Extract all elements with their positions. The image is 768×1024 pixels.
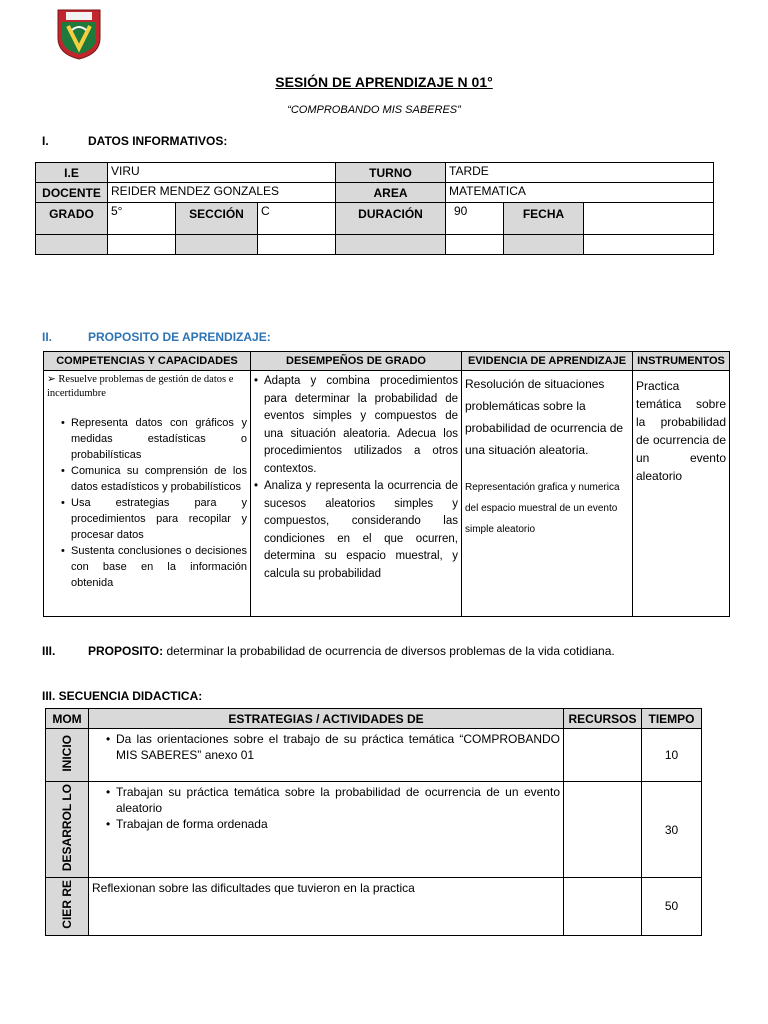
evidencia-cell: [462, 371, 633, 617]
mom-label: DESARROL LO: [60, 784, 74, 872]
label-docente: DOCENTE: [36, 183, 108, 203]
list-item: • Trabajan de forma ordenada: [106, 816, 560, 832]
value-ie: VIRU: [108, 163, 336, 183]
list-item: • Analiza y representa la ocurrencia de sucesos aleatorios simples y compuestos, considerando las condiciones en el que ocurren, determina su espacio muestral, y calcula su probabilidad: [254, 478, 458, 583]
value-docente: REIDER MENDEZ GONZALES: [108, 183, 336, 203]
section-datos-heading: [42, 134, 227, 148]
tiempo-cell: 50: [642, 878, 702, 936]
proposito-text: determinar la probabilidad de ocurrencia de diversos problemas de la vida cotidiana.: [163, 644, 615, 658]
tiempo-cell: 10: [642, 729, 702, 782]
label-grado: GRADO: [36, 203, 108, 235]
list-item: • Sustenta conclusiones o decisiones con base en la información obtenida: [61, 543, 247, 591]
value-area: MATEMATICA: [446, 183, 714, 203]
value-seccion: C: [258, 203, 336, 235]
label-ie: I.E: [36, 163, 108, 183]
header-recursos: RECURSOS: [564, 709, 642, 729]
label-seccion: SECCIÓN: [176, 203, 258, 235]
value-duracion: 90: [446, 203, 504, 235]
section-proposito-heading: [42, 330, 271, 344]
list-item: • Representa datos con gráficos y medidas estadísticas o probabilísticas: [61, 415, 247, 463]
mom-inicio: [46, 729, 89, 782]
header-desempenos: DESEMPEÑOS DE GRADO: [251, 352, 462, 371]
header-tiempo: TIEMPO: [642, 709, 702, 729]
capacidades-list: [47, 415, 247, 591]
label-turno: TURNO: [336, 163, 446, 183]
page-title: SESIÓN DE APRENDIZAJE N 01°: [275, 74, 493, 90]
evidencia-text: Resolución de situaciones problemáticas sobre la probabilidad de ocurrencia de una situación aleatoria.: [465, 377, 624, 457]
header-instrumentos: INSTRUMENTOS: [633, 352, 730, 371]
secuencia-table: [45, 708, 702, 936]
page-subtitle: “COMPROBANDO MIS SABERES”: [287, 104, 461, 116]
section-secuencia-heading: III. SECUENCIA DIDACTICA:: [42, 689, 203, 703]
list-item: • Comunica su comprensión de los datos estadísticos y probabilísticos: [61, 463, 247, 495]
blank-cell: [446, 235, 504, 255]
value-turno: TARDE: [446, 163, 714, 183]
blank-cell: [336, 235, 446, 255]
header-competencias: COMPETENCIAS Y CAPACIDADES: [44, 352, 251, 371]
desempenos-cell: [251, 371, 462, 617]
instrumento-text: Practica temática sobre la probabilidad de ocurrencia de un evento aleatorio: [636, 379, 726, 483]
estrategias-cell: Reflexionan sobre las dificultades que tuvieron en la practica: [89, 878, 564, 936]
school-shield-logo: [56, 8, 102, 60]
list-item: • Trabajan su práctica temática sobre la probabilidad de ocurrencia de un evento aleatorio: [106, 784, 560, 816]
instrumentos-cell: [633, 371, 730, 617]
tiempo-cell: 30: [642, 782, 702, 878]
list-item: • Da las orientaciones sobre el trabajo de su práctica temática “COMPROBANDO MIS SABERES” anexo 01: [106, 731, 560, 763]
section-number: III.: [42, 644, 56, 658]
estrategias-cell: [89, 729, 564, 782]
blank-cell: [176, 235, 258, 255]
header-estrategias: ESTRATEGIAS / ACTIVIDADES DE: [89, 709, 564, 729]
blank-cell: [504, 235, 584, 255]
section-number: I.: [42, 134, 49, 148]
blank-cell: [584, 235, 714, 255]
blank-cell: [258, 235, 336, 255]
mom-desarrollo: [46, 782, 89, 878]
proposito-label: PROPOSITO:: [88, 644, 164, 658]
header-mom: MOM: [46, 709, 89, 729]
desempenos-list: [254, 373, 458, 583]
value-fecha: [584, 203, 714, 235]
mom-label: INICIO: [60, 734, 74, 772]
proposito-table: [43, 351, 730, 617]
section-title: PROPOSITO DE APRENDIZAJE:: [88, 330, 271, 344]
blank-cell: [108, 235, 176, 255]
label-duracion: DURACIÓN: [336, 203, 446, 235]
recursos-cell: [564, 729, 642, 782]
section-number: II.: [42, 330, 53, 344]
mom-cierre: [46, 878, 89, 936]
evidencia-text: Representación grafica y numerica del espacio muestral de un evento simple aleatorio: [465, 482, 620, 535]
list-item: • Adapta y combina procedimientos para determinar la probabilidad de eventos simples y compuestos de una situación aleatoria. Adecua los procedimientos utilizados a otros contextos.: [254, 373, 458, 478]
competencia-text: ➢ Resuelve problemas de gestión de datos e incertidumbre: [47, 374, 234, 399]
activities-list: [92, 731, 560, 763]
header-evidencia: EVIDENCIA DE APRENDIZAJE: [462, 352, 633, 371]
section-title: DATOS INFORMATIVOS:: [88, 134, 228, 148]
competencias-cell: [44, 371, 251, 617]
list-item: • Usa estrategias para y procedimientos para recopilar y procesar datos: [61, 495, 247, 543]
value-grado: 5°: [108, 203, 176, 235]
mom-label: CIER RE: [60, 880, 74, 929]
proposito-line: [42, 644, 615, 658]
datos-table: [35, 162, 714, 255]
label-fecha: FECHA: [504, 203, 584, 235]
label-area: AREA: [336, 183, 446, 203]
activities-list: [92, 784, 560, 832]
estrategias-cell: [89, 782, 564, 878]
recursos-cell: [564, 782, 642, 878]
recursos-cell: [564, 878, 642, 936]
blank-cell: [36, 235, 108, 255]
